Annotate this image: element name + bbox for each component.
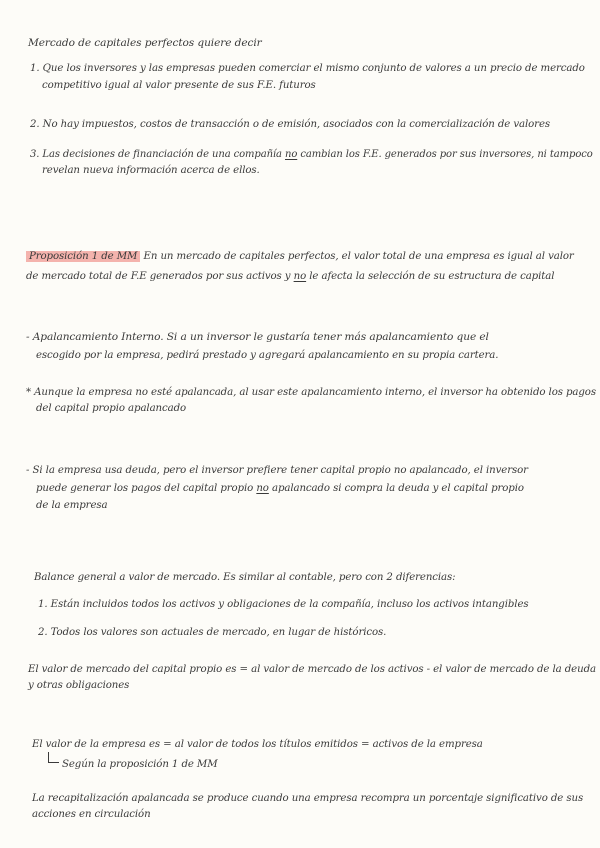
list-item-3-line-2: revelan nueva información acerca de ellos.: [42, 165, 260, 176]
equity-line-2: y otras obligaciones: [28, 680, 130, 691]
leverage-note-line-2: del capital propio apalancado: [36, 403, 187, 414]
proposition-text-2b: le afecta la selección de su estructura de capital: [306, 271, 555, 282]
recap-line-2: acciones en circulación: [32, 809, 151, 820]
debt-line-3: de la empresa: [36, 500, 108, 511]
list-item-3-no: no: [284, 149, 298, 160]
balance-item-2: 2. Todos los valores son actuales de mercado, en lugar de históricos.: [38, 627, 387, 638]
proposition-line-1: [26, 248, 574, 266]
leverage-line-2: escogido por la empresa, pedirá prestado y agregará apalancamiento en su propia cartera.: [36, 350, 499, 361]
debt-no: no: [256, 483, 269, 494]
section-title-perfect-markets: Mercado de capitales perfectos quiere decir: [28, 37, 262, 49]
proposition-line-2: [26, 268, 554, 286]
debt-line-2: [36, 480, 524, 498]
balance-item-1: 1. Están incluidos todos los activos y obligaciones de la compañía, incluso los activos intangibles: [38, 599, 529, 610]
proposition-label: Proposición 1 de MM: [26, 251, 140, 262]
arrow-icon: [48, 752, 59, 763]
list-item-1-line-2: competitivo igual al valor presente de sus F.E. futuros: [42, 80, 316, 91]
debt-text-2a: puede generar los pagos del capital propio: [36, 483, 257, 494]
list-item-2: 2. No hay impuestos, costos de transacción o de emisión, asociados con la comercialización de valores: [30, 119, 551, 130]
balance-title: Balance general a valor de mercado. Es similar al contable, pero con 2 diferencias:: [34, 572, 456, 583]
debt-text-2b: apalancado si compra la deuda y el capital propio: [268, 483, 524, 494]
list-item-3-text-b: cambian los F.E. generados por sus inversores, ni tampoco: [297, 149, 593, 160]
list-item-3-text-a: 3. Las decisiones de financiación de una compañía: [30, 149, 285, 160]
firm-value-line-2: Según la proposición 1 de MM: [62, 759, 218, 770]
proposition-text-1: En un mercado de capitales perfectos, el valor total de una empresa es igual al valor: [140, 251, 574, 262]
equity-line-1: El valor de mercado del capital propio es = al valor de mercado de los activos - el valor de mercado de la deuda: [28, 664, 596, 675]
leverage-line-1: - Apalancamiento Interno. Si a un inversor le gustaría tener más apalancamiento que el: [26, 331, 489, 343]
proposition-no: no: [293, 271, 307, 282]
leverage-note-line-1: * Aunque la empresa no esté apalancada, al usar este apalancamiento interno, el inversor ha obtenido los pagos: [26, 387, 596, 398]
proposition-text-2a: de mercado total de F.E generados por sus activos y: [26, 271, 294, 282]
list-item-1-line-1: 1. Que los inversores y las empresas pueden comerciar el mismo conjunto de valores a un precio de mercado: [30, 63, 585, 74]
debt-line-1: - Si la empresa usa deuda, pero el inversor prefiere tener capital propio no apalancado, el inversor: [26, 465, 528, 476]
firm-value-line-1: El valor de la empresa es = al valor de todos los títulos emitidos = activos de la empresa: [32, 739, 483, 750]
recap-line-1: La recapitalización apalancada se produce cuando una empresa recompra un porcentaje significativo de sus: [32, 793, 584, 804]
